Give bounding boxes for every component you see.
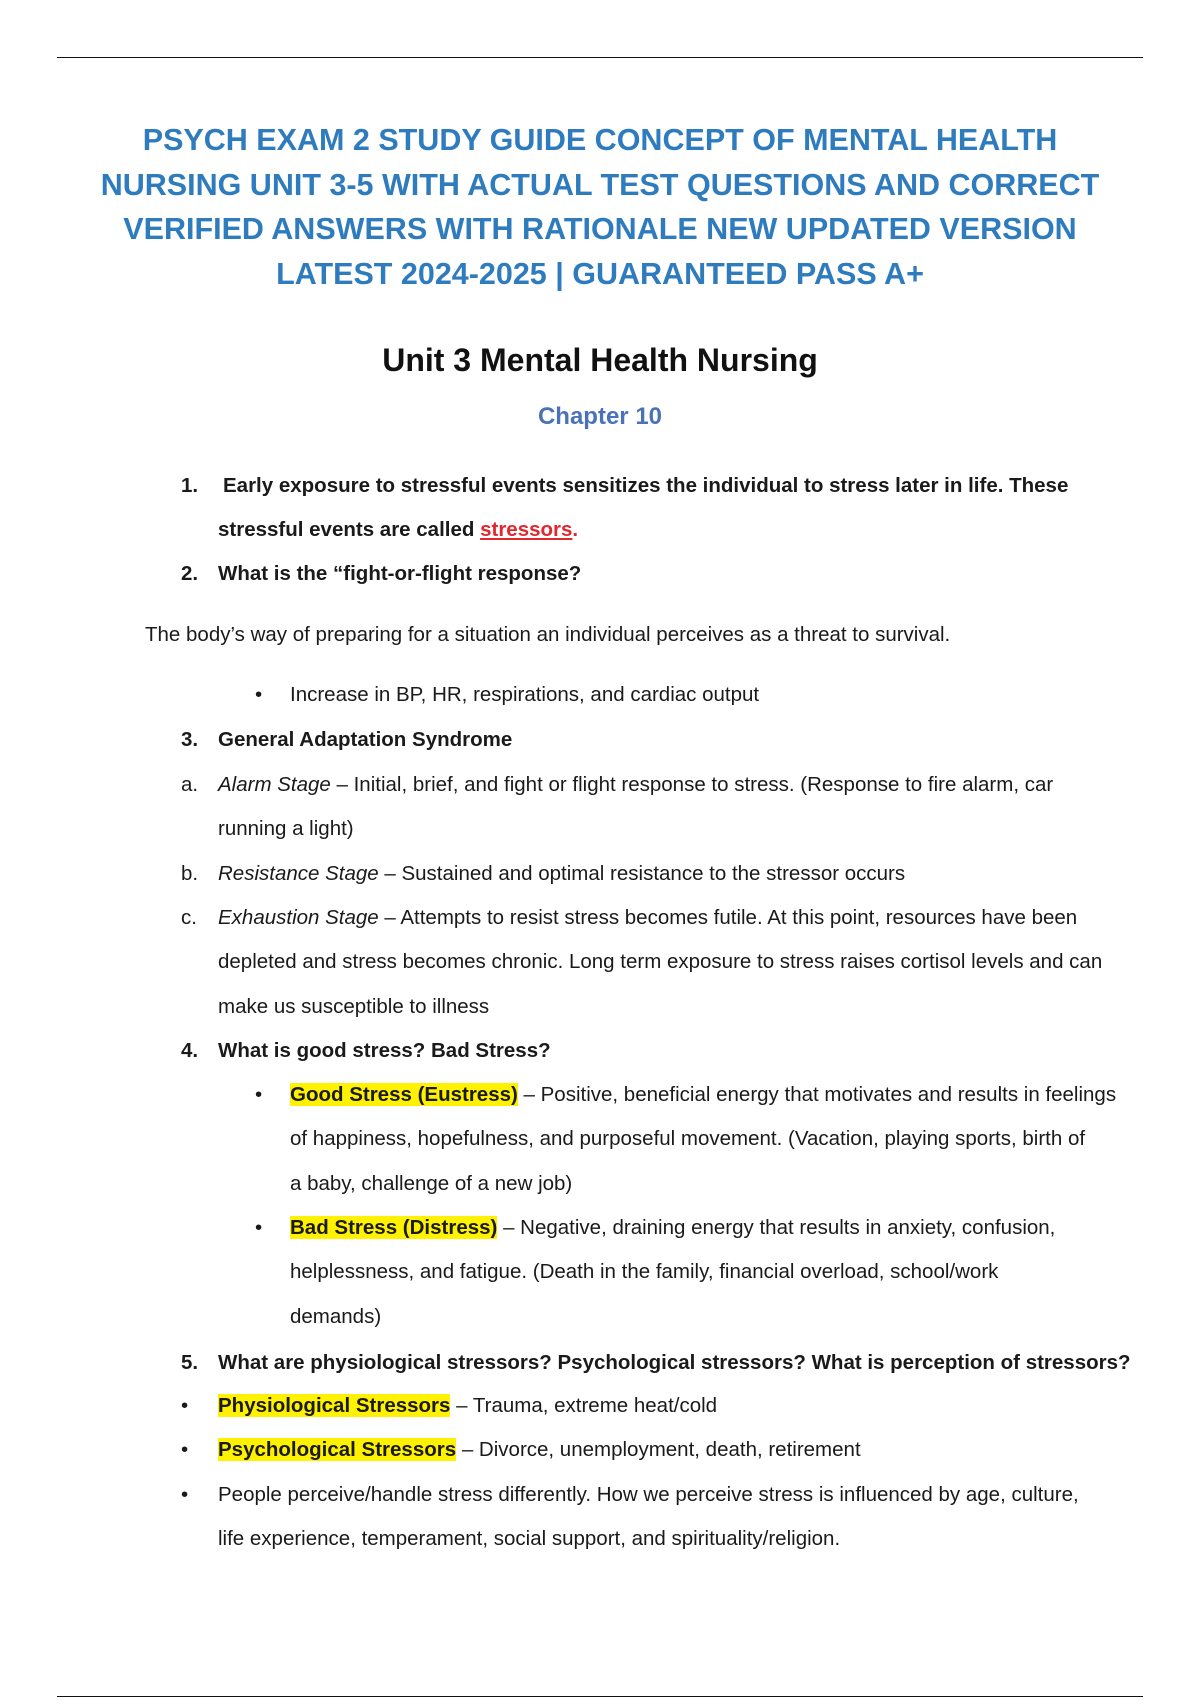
alarm-desc: – Initial, brief, and fight or flight response to stress. (Response to fire alarm, car [330, 773, 1054, 796]
document-title [90, 118, 1110, 296]
psychological-stressors [218, 1436, 861, 1464]
q1-number: 1. [181, 474, 199, 497]
resistance-desc: – Sustained and optimal resistance to the stressor occurs [378, 862, 906, 885]
resistance-stage [218, 860, 905, 888]
bad-stress-desc: – Negative, draining energy that results in anxiety, confusion, [497, 1216, 1056, 1239]
q1-answer: stressors [480, 518, 573, 541]
chapter-heading: Chapter 10 [537, 403, 663, 430]
title-line: VERIFIED ANSWERS WITH RATIONALE NEW UPDATED VERSION [123, 212, 1077, 246]
q1-line-2 [218, 516, 578, 544]
bullet: • [255, 1083, 263, 1106]
good-stress-desc-2: of happiness, hopefulness, and purposeful movement. (Vacation, playing sports, birth of [290, 1127, 1086, 1150]
q1-prefix: stressful events are called [218, 518, 481, 541]
good-stress-desc: – Positive, beneficial energy that motivates and results in feelings [517, 1083, 1117, 1106]
physiological-desc: – Trauma, extreme heat/cold [450, 1394, 718, 1417]
bad-stress-term: Bad Stress (Distress) [290, 1216, 498, 1239]
bottom-rule [57, 1696, 1143, 1697]
q4-question: What is good stress? Bad Stress? [218, 1039, 551, 1062]
unit-heading: Unit 3 Mental Health Nursing [382, 342, 818, 378]
bad-stress-desc-2: helplessness, and fatigue. (Death in the family, financial overload, school/work [290, 1260, 999, 1283]
good-stress [290, 1081, 1116, 1109]
q2-answer: The body’s way of preparing for a situation an individual perceives as a threat to survival. [145, 623, 951, 646]
q2-bullet-text: Increase in BP, HR, respirations, and cardiac output [290, 683, 760, 706]
alarm-stage [218, 771, 1053, 799]
exhaustion-desc-2: depleted and stress becomes chronic. Long term exposure to stress raises cortisol levels and can [218, 950, 1103, 973]
perception-text: People perceive/handle stress differently. How we perceive stress is influenced by age, culture, [218, 1483, 1079, 1506]
list-letter: c. [181, 906, 197, 929]
title-line: LATEST 2024-2025 | GUARANTEED PASS A+ [276, 256, 924, 291]
psychological-desc: – Divorce, unemployment, death, retirement [456, 1438, 861, 1461]
psychological-term: Psychological Stressors [218, 1438, 457, 1461]
exhaustion-stage [218, 904, 1077, 932]
q1-line: Early exposure to stressful events sensitizes the individual to stress later in life. These [223, 474, 1069, 497]
physiological-stressors [218, 1392, 717, 1420]
q4-number: 4. [181, 1039, 199, 1062]
bullet: • [181, 1438, 189, 1461]
q2-number: 2. [181, 562, 199, 585]
q5-number: 5. [181, 1351, 199, 1374]
q1-period: . [572, 518, 579, 541]
physiological-term: Physiological Stressors [218, 1394, 451, 1417]
bullet: • [255, 683, 263, 706]
exhaustion-desc-3: make us susceptible to illness [218, 995, 490, 1018]
list-letter: a. [181, 773, 199, 796]
bullet: • [181, 1483, 189, 1506]
exhaustion-term: Exhaustion Stage [218, 906, 379, 929]
q3-number: 3. [181, 728, 199, 751]
exhaustion-desc: – Attempts to resist stress becomes futile. At this point, resources have been [378, 906, 1078, 929]
good-stress-term: Good Stress (Eustress) [290, 1083, 518, 1106]
title-line: PSYCH EXAM 2 STUDY GUIDE CONCEPT OF MENTAL HEALTH [142, 123, 1058, 157]
title-line: NURSING UNIT 3-5 WITH ACTUAL TEST QUESTIONS AND CORRECT [100, 167, 1100, 202]
bad-stress-desc-3: demands) [290, 1305, 382, 1328]
q2-question: What is the “fight-or-flight response? [218, 562, 582, 585]
list-letter: b. [181, 862, 199, 885]
bullet: • [255, 1216, 263, 1239]
bad-stress [290, 1214, 1055, 1242]
perception-text-2: life experience, temperament, social support, and spirituality/religion. [218, 1527, 841, 1550]
top-rule [57, 57, 1143, 58]
q3-question: General Adaptation Syndrome [218, 728, 513, 751]
bullet: • [181, 1394, 189, 1417]
good-stress-desc-3: a baby, challenge of a new job) [290, 1172, 573, 1195]
alarm-desc-2: running a light) [218, 817, 354, 840]
resistance-term: Resistance Stage [218, 862, 379, 885]
alarm-term: Alarm Stage [218, 773, 331, 796]
q5-question: What are physiological stressors? Psychological stressors? What is perception of stressors? [218, 1351, 1131, 1374]
